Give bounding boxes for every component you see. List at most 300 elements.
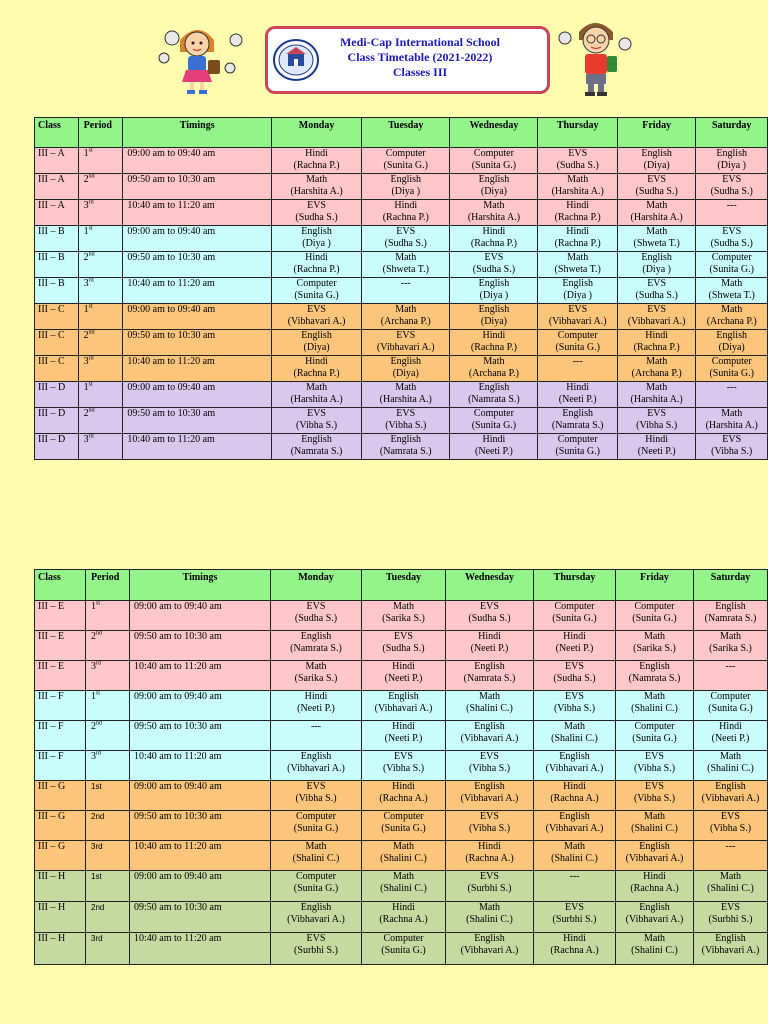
period-cell <box>86 661 130 691</box>
period-number: 1 <box>83 148 89 159</box>
subject-name: Hindi <box>305 356 328 367</box>
subject-name: EVS <box>647 408 667 419</box>
period-number: 2 <box>91 721 96 732</box>
teacher-name: (Vibhavari A.) <box>625 914 684 925</box>
timetable-row <box>35 871 768 902</box>
subject-cell <box>446 933 534 965</box>
subject-cell <box>362 781 446 811</box>
timetable-title: Class Timetable (2021-2022) <box>347 50 493 64</box>
subject-name: Hindi <box>563 631 586 642</box>
subject-name: Math <box>646 356 668 367</box>
subject-cell <box>362 252 450 278</box>
timing-cell: 10:40 am to 11:20 am <box>130 933 271 965</box>
subject-cell <box>362 691 446 721</box>
teacher-name: (Sunita G.) <box>471 420 517 431</box>
subject-name: English <box>716 148 747 159</box>
subject-name: Math <box>643 691 666 702</box>
subject-cell <box>362 226 450 252</box>
teacher-name: (Shweta T.) <box>708 290 755 301</box>
teacher-name: (Shalini C.) <box>707 763 754 774</box>
header-day: Wednesday <box>450 118 538 148</box>
subject-name: EVS <box>565 902 584 913</box>
teacher-name: (Sudha S.) <box>295 212 338 223</box>
timing-cell: 09:50 am to 10:30 am <box>130 811 271 841</box>
class-cell: III – E <box>35 661 86 691</box>
teacher-name: (Sudha S.) <box>635 290 678 301</box>
period-suffix: st <box>88 381 93 388</box>
header-day: Tuesday <box>362 570 446 601</box>
subject-cell <box>362 871 446 902</box>
subject-cell <box>696 278 768 304</box>
teacher-name: (Sarika S.) <box>633 643 676 654</box>
teacher-name: (Harshita A.) <box>630 394 683 405</box>
subject-cell <box>271 174 361 200</box>
header-day: Thursday <box>534 570 616 601</box>
teacher-name: (Vibhavari A.) <box>627 316 686 327</box>
teacher-name: (Rachna P.) <box>293 264 340 275</box>
subject-cell <box>534 811 616 841</box>
teacher-name: (Vibha S.) <box>468 763 511 774</box>
subject-cell <box>616 811 694 841</box>
teacher-name: (Harshita A.) <box>379 394 432 405</box>
header-class: Class <box>35 570 86 601</box>
subject-name: Computer <box>557 330 598 341</box>
header-class: Class <box>35 118 79 148</box>
timing-cell: 09:00 am to 09:40 am <box>123 226 272 252</box>
teacher-name: (Sunita G.) <box>709 264 754 275</box>
subject-name: Math <box>646 226 668 237</box>
subject-name: --- <box>726 200 737 211</box>
timetable-row <box>35 661 768 691</box>
subject-cell <box>617 330 695 356</box>
teacher-name: (Diya ) <box>717 160 746 171</box>
class-cell: III – F <box>35 691 86 721</box>
teacher-name: (Vibha S.) <box>633 793 676 804</box>
subject-cell <box>616 661 694 691</box>
subject-name: --- <box>569 871 580 882</box>
subject-cell <box>450 330 538 356</box>
period-suffix: rd <box>88 277 94 284</box>
period-cell <box>86 841 130 871</box>
timetable-row <box>35 691 768 721</box>
class-cell: III – F <box>35 721 86 751</box>
timetable-row <box>35 330 768 356</box>
subject-name: Hindi <box>304 691 328 702</box>
subject-name: Computer <box>473 408 514 419</box>
teacher-name: (Diya ) <box>302 238 331 249</box>
subject-cell <box>534 721 616 751</box>
class-cell: III – H <box>35 871 86 902</box>
teacher-name: (Rachna P.) <box>293 160 340 171</box>
teacher-name: (Vibha S.) <box>296 420 338 431</box>
period-label: 3rd <box>91 842 103 851</box>
period-label: 2nd <box>91 812 105 821</box>
period-cell <box>78 200 123 226</box>
subject-name: Hindi <box>563 781 586 792</box>
subject-name: Math <box>563 721 586 732</box>
subject-cell <box>362 933 446 965</box>
timetable-row <box>35 811 768 841</box>
subject-cell <box>450 356 538 382</box>
period-number: 2 <box>83 330 89 341</box>
period-cell <box>78 148 123 174</box>
timing-cell: 09:00 am to 09:40 am <box>130 781 271 811</box>
subject-cell <box>450 200 538 226</box>
subject-cell <box>694 781 768 811</box>
class-cell: III – G <box>35 811 86 841</box>
subject-cell <box>362 382 450 408</box>
subject-name: Math <box>719 751 742 762</box>
subject-cell <box>362 304 450 330</box>
header-timings: Timings <box>123 118 272 148</box>
subject-name: English <box>478 304 510 315</box>
subject-cell <box>450 148 538 174</box>
timing-cell: 10:40 am to 11:20 am <box>130 751 271 781</box>
subject-cell <box>616 902 694 933</box>
subject-name: English <box>301 226 332 237</box>
subject-name: English <box>474 721 505 732</box>
subject-cell <box>271 434 361 460</box>
timing-cell: 09:00 am to 09:40 am <box>130 691 271 721</box>
timing-cell: 10:40 am to 11:20 am <box>123 200 272 226</box>
teacher-name: (Diya) <box>480 316 507 327</box>
class-cell: III – D <box>35 382 79 408</box>
period-label: 2nd <box>91 903 105 912</box>
subject-cell <box>694 601 768 631</box>
teacher-name: (Namrata S.) <box>379 446 432 457</box>
subject-name: Computer <box>383 811 424 822</box>
subject-name: EVS <box>307 408 326 419</box>
subject-cell <box>362 434 450 460</box>
subject-name: Hindi <box>478 841 501 852</box>
subject-name: Hindi <box>392 661 415 672</box>
subject-cell <box>271 631 362 661</box>
timing-cell: 09:00 am to 09:40 am <box>130 601 271 631</box>
teacher-name: (Vibhavari A.) <box>287 316 346 327</box>
subject-name: Math <box>478 691 501 702</box>
teacher-name: (Sunita G.) <box>381 945 426 956</box>
header-day: Friday <box>617 118 695 148</box>
subject-name: EVS <box>394 631 413 642</box>
subject-name: Computer <box>710 691 751 702</box>
subject-cell <box>362 174 450 200</box>
subject-name: English <box>301 330 332 341</box>
teacher-name: (Namrata S.) <box>468 394 520 405</box>
subject-cell <box>696 434 768 460</box>
subject-name: Computer <box>296 871 336 882</box>
subject-cell <box>538 382 617 408</box>
header-row <box>35 570 768 601</box>
subject-cell <box>696 200 768 226</box>
timetable-row <box>35 434 768 460</box>
period-cell <box>86 751 130 781</box>
timing-cell: 09:00 am to 09:40 am <box>123 148 272 174</box>
subject-cell <box>538 174 617 200</box>
timetable-row <box>35 356 768 382</box>
header-day: Saturday <box>696 118 768 148</box>
timetable-row <box>35 200 768 226</box>
teacher-name: (Shalini C.) <box>466 703 513 714</box>
teacher-name: (Namrata S.) <box>463 673 516 684</box>
subject-cell <box>694 902 768 933</box>
subject-name: Math <box>643 811 666 822</box>
subject-name: Computer <box>634 601 675 612</box>
subject-cell <box>271 278 361 304</box>
subject-cell <box>446 691 534 721</box>
subject-cell <box>617 382 695 408</box>
period-number: 2 <box>83 408 89 419</box>
subject-cell <box>694 721 768 751</box>
subject-name: EVS <box>480 871 499 882</box>
period-number: 2 <box>83 174 89 185</box>
subject-name: Math <box>721 408 743 419</box>
subject-cell <box>362 631 446 661</box>
teacher-name: (Namrata S.) <box>290 643 342 654</box>
subject-name: EVS <box>722 174 742 185</box>
timetable-a-to-d <box>34 117 768 460</box>
teacher-name: (Diya) <box>480 186 507 197</box>
period-number: 1 <box>83 382 89 393</box>
teacher-name: (Shalini C.) <box>380 853 427 864</box>
subject-name: EVS <box>568 148 588 159</box>
teacher-name: (Neeti P.) <box>558 394 597 405</box>
period-suffix: st <box>88 303 93 310</box>
teacher-name: (Namrata S.) <box>628 673 681 684</box>
teacher-name: (Rachna P.) <box>382 212 429 223</box>
teacher-name: (Diya) <box>643 160 670 171</box>
subject-name: English <box>559 751 590 762</box>
timing-cell: 10:40 am to 11:20 am <box>130 661 271 691</box>
subject-name: EVS <box>647 278 667 289</box>
teacher-name: (Neeti P.) <box>711 733 750 744</box>
subject-name: English <box>559 811 590 822</box>
subject-name: English <box>390 174 422 185</box>
subject-cell <box>616 871 694 902</box>
timetable-row <box>35 278 768 304</box>
subject-name: Math <box>483 200 505 211</box>
subject-cell <box>271 304 361 330</box>
subject-name: Hindi <box>643 871 666 882</box>
timing-cell: 09:50 am to 10:30 am <box>123 174 272 200</box>
class-cell: III – H <box>35 902 86 933</box>
period-cell <box>86 601 130 631</box>
timing-cell: 09:50 am to 10:30 am <box>130 631 271 661</box>
period-suffix: rd <box>88 355 94 362</box>
period-suffix: nd <box>88 251 95 258</box>
subject-name: EVS <box>568 304 588 315</box>
subject-cell <box>534 631 616 661</box>
class-cell: III – D <box>35 408 79 434</box>
period-number: 1 <box>91 601 96 612</box>
period-number: 3 <box>83 356 89 367</box>
period-number: 2 <box>83 252 89 263</box>
subject-cell <box>538 304 617 330</box>
teacher-name: (Sunita G.) <box>383 160 428 171</box>
period-cell <box>86 933 130 965</box>
header-text <box>330 35 510 80</box>
period-label: 3rd <box>91 934 103 943</box>
teacher-name: (Rachna A.) <box>550 945 599 956</box>
period-suffix: st <box>88 147 93 154</box>
class-cell: III – D <box>35 434 79 460</box>
subject-name: Math <box>305 661 327 672</box>
period-suffix: nd <box>88 329 95 336</box>
period-number: 2 <box>91 631 96 642</box>
subject-name: Computer <box>711 356 752 367</box>
teacher-name: (Sarika S.) <box>709 643 752 654</box>
timing-cell: 09:00 am to 09:40 am <box>130 871 271 902</box>
teacher-name: (Neeti P.) <box>475 446 513 457</box>
subject-name: Math <box>567 174 589 185</box>
period-suffix: nd <box>88 173 95 180</box>
subject-cell <box>271 661 362 691</box>
subject-name: Computer <box>296 811 336 822</box>
timing-cell: 09:00 am to 09:40 am <box>123 304 272 330</box>
subject-name: EVS <box>394 751 413 762</box>
subject-name: English <box>639 661 670 672</box>
teacher-name: (Sudha S.) <box>294 613 338 624</box>
subject-name: Hindi <box>719 721 742 732</box>
subject-name: English <box>474 781 505 792</box>
subject-name: Math <box>392 841 415 852</box>
subject-cell <box>271 330 361 356</box>
subject-cell <box>616 841 694 871</box>
teacher-name: (Shalini C.) <box>380 883 427 894</box>
teacher-name: (Sudha S.) <box>553 673 596 684</box>
subject-name: Hindi <box>563 933 586 944</box>
timetable-row <box>35 601 768 631</box>
teacher-name: (Rachna A.) <box>379 914 428 925</box>
period-number: 3 <box>83 200 89 211</box>
subject-name: EVS <box>484 252 504 263</box>
subject-cell <box>271 751 362 781</box>
subject-name: Math <box>719 871 742 882</box>
subject-name: English <box>716 330 747 341</box>
teacher-name: (Shalini C.) <box>631 823 678 834</box>
subject-cell <box>616 601 694 631</box>
subject-name: Computer <box>634 721 675 732</box>
subject-name: Hindi <box>394 200 418 211</box>
subject-name: English <box>300 902 332 913</box>
subject-name: Hindi <box>305 252 328 263</box>
period-cell <box>78 356 123 382</box>
timetable-row <box>35 304 768 330</box>
period-number: 3 <box>91 661 96 672</box>
subject-name: English <box>474 933 505 944</box>
subject-name: EVS <box>722 226 742 237</box>
period-number: 3 <box>91 751 96 762</box>
subject-name: English <box>474 661 505 672</box>
subject-name: EVS <box>480 751 499 762</box>
timing-cell: 10:40 am to 11:20 am <box>123 434 272 460</box>
period-cell <box>78 330 123 356</box>
girl-illustration <box>150 18 245 98</box>
subject-name: --- <box>725 661 736 672</box>
subject-name: Math <box>646 382 668 393</box>
teacher-name: (Vibhavari A.) <box>545 763 604 774</box>
teacher-name: (Harshita A.) <box>551 186 604 197</box>
teacher-name: (Diya) <box>392 368 419 379</box>
subject-name: Math <box>395 252 417 263</box>
teacher-name: (Sunita G.) <box>555 342 600 353</box>
subject-cell <box>534 691 616 721</box>
subject-cell <box>271 148 361 174</box>
subject-name: Hindi <box>482 434 506 445</box>
teacher-name: (Shalini C.) <box>466 914 513 925</box>
subject-cell <box>538 356 617 382</box>
period-number: 1 <box>83 304 89 315</box>
subject-name: Math <box>395 304 417 315</box>
subject-name: --- <box>400 278 411 289</box>
classes-label: Classes III <box>392 65 448 79</box>
subject-name: Computer <box>711 252 752 263</box>
timetable-row <box>35 631 768 661</box>
period-suffix: nd <box>88 407 95 414</box>
timetable-row <box>35 148 768 174</box>
subject-name: EVS <box>645 781 664 792</box>
subject-name: EVS <box>396 226 416 237</box>
subject-cell <box>538 408 617 434</box>
subject-name: EVS <box>396 408 416 419</box>
subject-name: EVS <box>306 781 326 792</box>
period-suffix: st <box>96 600 101 607</box>
teacher-name: (Neeti P.) <box>384 733 423 744</box>
subject-name: Computer <box>557 434 598 445</box>
timing-cell: 09:00 am to 09:40 am <box>123 382 272 408</box>
subject-name: Computer <box>473 148 514 159</box>
period-cell <box>78 434 123 460</box>
school-logo-icon <box>272 36 320 84</box>
subject-cell <box>534 902 616 933</box>
teacher-name: (Sunita G.) <box>293 883 339 894</box>
teacher-name: (Surbhi S.) <box>294 945 338 956</box>
subject-cell <box>362 721 446 751</box>
header-period: Period <box>86 570 130 601</box>
timetable-row <box>35 252 768 278</box>
subject-name: EVS <box>306 933 326 944</box>
subject-name: Hindi <box>645 330 669 341</box>
subject-cell <box>450 278 538 304</box>
subject-cell <box>362 408 450 434</box>
subject-cell <box>271 356 361 382</box>
subject-name: English <box>715 601 746 612</box>
subject-name: English <box>478 174 510 185</box>
subject-cell <box>617 148 695 174</box>
header-day: Monday <box>271 118 361 148</box>
teacher-name: (Vibhavari A.) <box>701 793 760 804</box>
teacher-name: (Vibha S.) <box>295 793 337 804</box>
subject-name: EVS <box>647 304 667 315</box>
teacher-name: (Shweta T.) <box>633 238 680 249</box>
subject-name: Hindi <box>305 148 328 159</box>
teacher-name: (Vibha S.) <box>385 420 427 431</box>
class-cell: III – C <box>35 330 79 356</box>
teacher-name: (Shalini C.) <box>551 733 598 744</box>
subject-cell <box>271 200 361 226</box>
subject-name: EVS <box>721 902 740 913</box>
subject-cell <box>694 811 768 841</box>
timing-cell: 09:50 am to 10:30 am <box>123 330 272 356</box>
subject-name: EVS <box>480 601 499 612</box>
timing-cell: 09:50 am to 10:30 am <box>130 902 271 933</box>
subject-name: English <box>641 148 672 159</box>
subject-name: --- <box>311 721 321 732</box>
subject-name: EVS <box>307 304 326 315</box>
subject-name: Hindi <box>392 902 415 913</box>
timetable-row <box>35 781 768 811</box>
subject-cell <box>616 631 694 661</box>
teacher-name: (Vibhavari A.) <box>460 733 519 744</box>
